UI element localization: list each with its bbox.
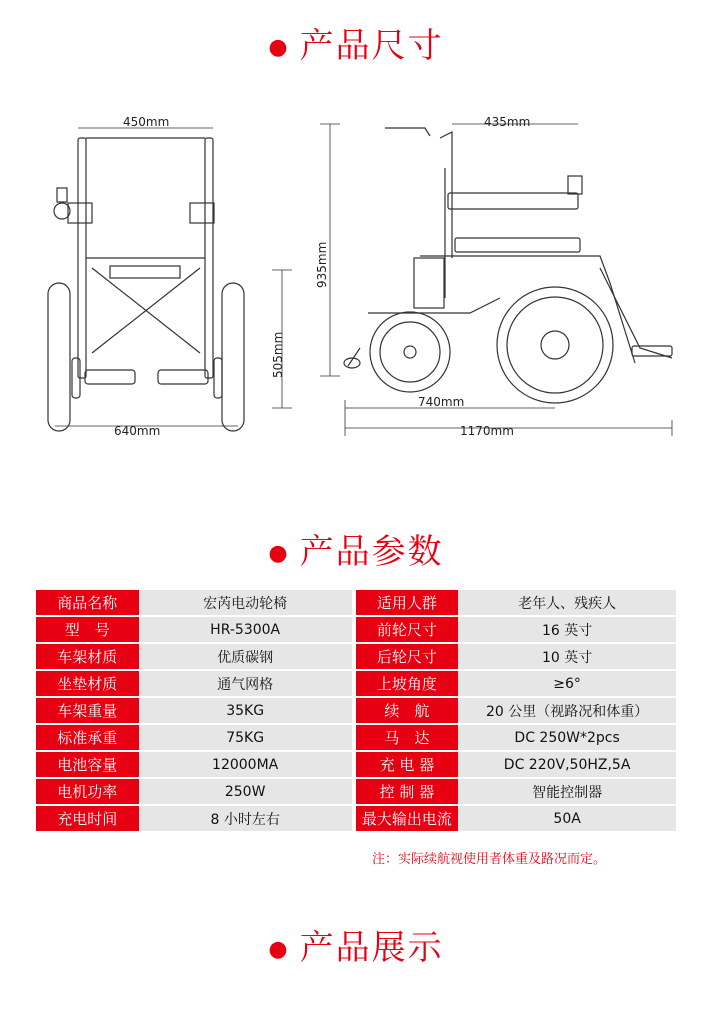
table-row xyxy=(36,698,676,723)
param-value: 宏芮电动轮椅 xyxy=(139,590,352,615)
dimension-drawing xyxy=(0,108,712,448)
param-value: DC 250W*2pcs xyxy=(458,725,676,750)
param-label: 商品名称 xyxy=(36,590,139,615)
section-title-params: ● 产品参数 xyxy=(268,532,444,572)
table-row xyxy=(36,752,676,777)
param-value: 12000MA xyxy=(139,752,352,777)
table-row xyxy=(36,725,676,750)
dim-side-top: 435mm xyxy=(484,115,531,129)
param-label: 电池容量 xyxy=(36,752,139,777)
table-row xyxy=(36,806,676,831)
param-label: 最大输出电流 xyxy=(356,806,459,831)
table-row xyxy=(36,671,676,696)
param-value: 16 英寸 xyxy=(458,617,676,642)
table-row xyxy=(36,590,676,615)
dim-front-base: 640mm xyxy=(114,424,161,438)
param-value: DC 220V,50HZ,5A xyxy=(458,752,676,777)
section-title-showcase: ● 产品展示 xyxy=(268,928,444,968)
param-label: 车架重量 xyxy=(36,698,139,723)
param-label: 上坡角度 xyxy=(356,671,459,696)
dim-side-height: 935mm xyxy=(315,241,329,288)
param-value: 75KG xyxy=(139,725,352,750)
param-label: 标准承重 xyxy=(36,725,139,750)
param-value: HR-5300A xyxy=(139,617,352,642)
param-label: 车架材质 xyxy=(36,644,139,669)
param-label: 充 电 器 xyxy=(356,752,459,777)
param-value: 20 公里（视路况和体重） xyxy=(458,698,676,723)
table-row xyxy=(36,779,676,804)
param-value: 智能控制器 xyxy=(458,779,676,804)
param-label: 控 制 器 xyxy=(356,779,459,804)
table-row xyxy=(36,644,676,669)
front-view-wheelchair xyxy=(48,138,244,431)
bullet-icon: ● xyxy=(268,35,290,60)
dim-wheelbase: 740mm xyxy=(418,395,465,409)
param-label: 适用人群 xyxy=(356,590,459,615)
param-value: 通气网格 xyxy=(139,671,352,696)
param-label: 坐垫材质 xyxy=(36,671,139,696)
dim-side-length: 1170mm xyxy=(460,424,514,438)
param-value: 8 小时左右 xyxy=(139,806,352,831)
param-label: 马 达 xyxy=(356,725,459,750)
params-table xyxy=(36,588,676,833)
dim-seat-height: 505mm xyxy=(271,331,285,378)
param-label: 后轮尺寸 xyxy=(356,644,459,669)
table-row xyxy=(36,617,676,642)
dim-front-width: 450mm xyxy=(123,115,170,129)
param-value: 优质碳钢 xyxy=(139,644,352,669)
side-view-wheelchair xyxy=(344,128,672,403)
bullet-icon: ● xyxy=(268,937,290,962)
section-title-dimensions: ● 产品尺寸 xyxy=(268,26,444,66)
param-label: 型 号 xyxy=(36,617,139,642)
param-value: 老年人、残疾人 xyxy=(458,590,676,615)
footnote: 注：实际续航视使用者体重及路况而定。 xyxy=(372,852,607,867)
bullet-icon: ● xyxy=(268,541,290,566)
param-value: 35KG xyxy=(139,698,352,723)
param-label: 前轮尺寸 xyxy=(356,617,459,642)
param-label: 电机功率 xyxy=(36,779,139,804)
param-label: 续 航 xyxy=(356,698,459,723)
param-value: 50A xyxy=(458,806,676,831)
param-value: 10 英寸 xyxy=(458,644,676,669)
param-label: 充电时间 xyxy=(36,806,139,831)
param-value: 250W xyxy=(139,779,352,804)
param-value: ≥6° xyxy=(458,671,676,696)
